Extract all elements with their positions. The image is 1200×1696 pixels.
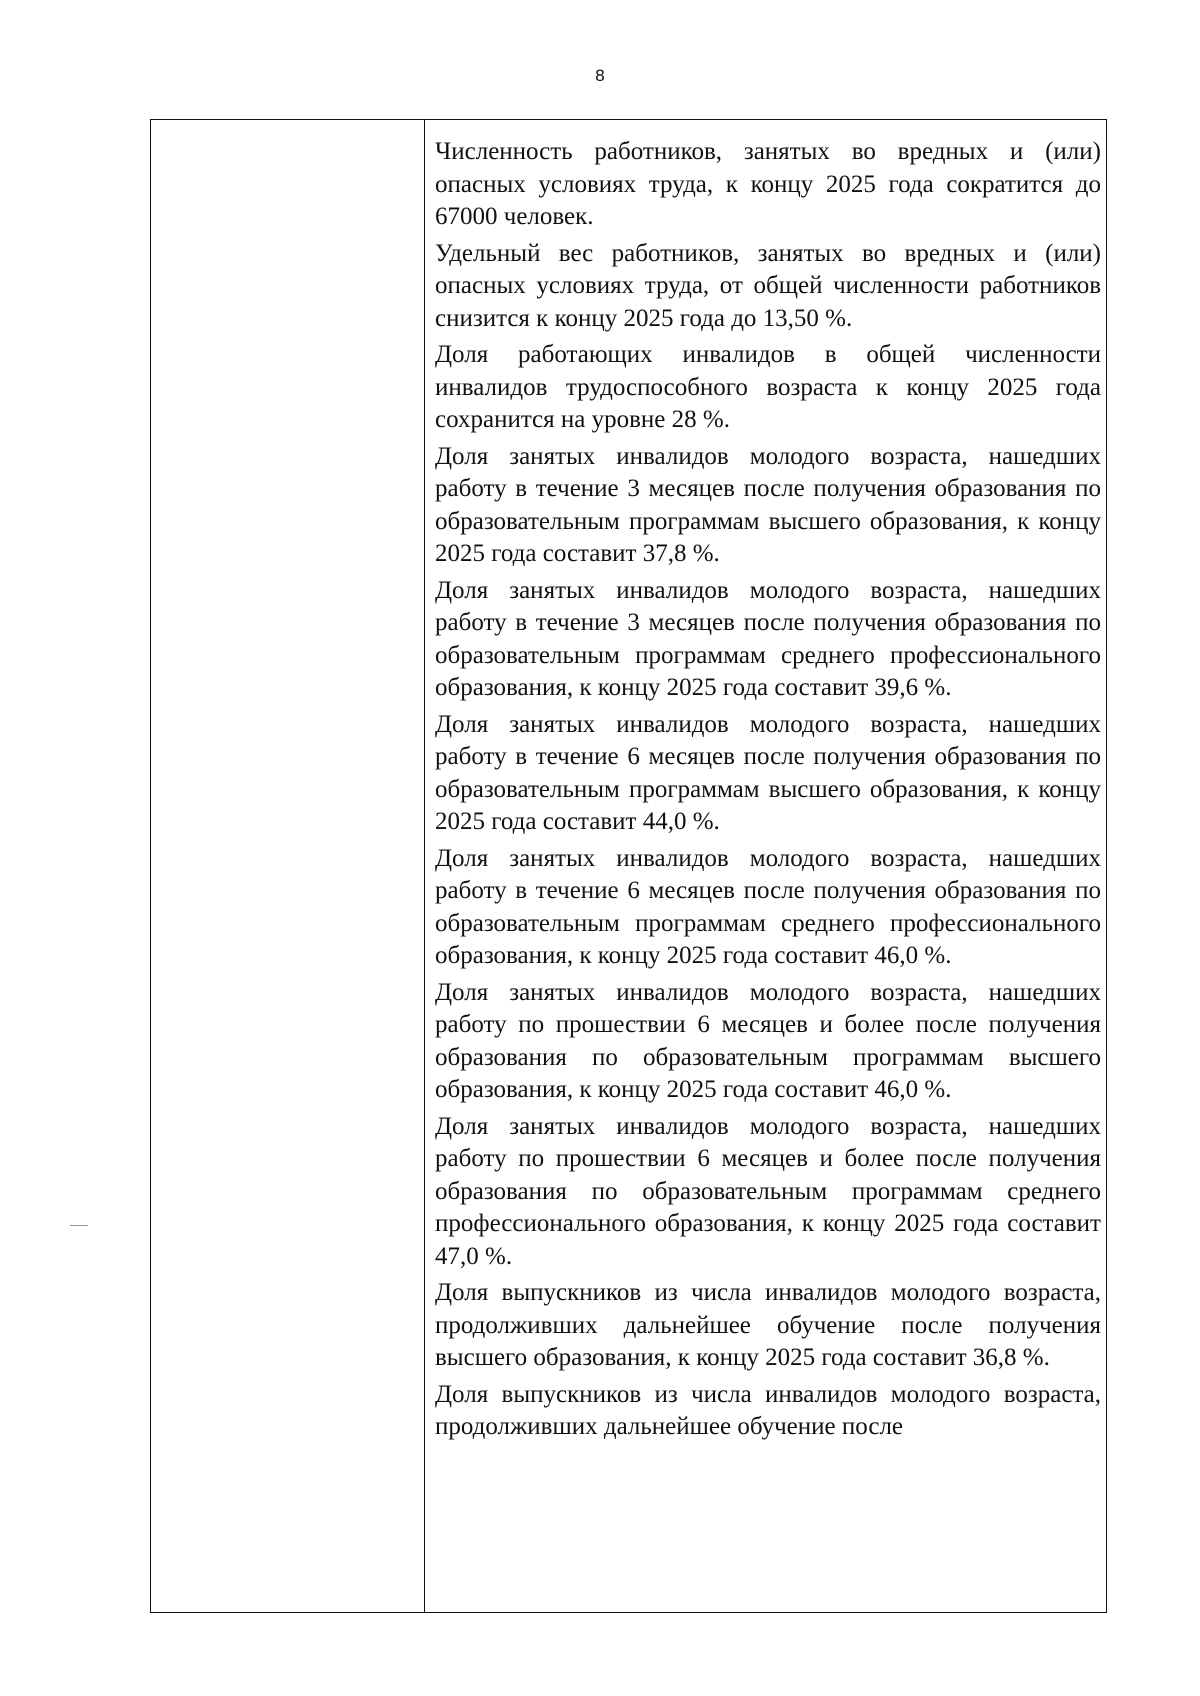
paragraph-employed-3m-vocational: Доля занятых инвалидов молодого возраста, нашедших работу в течение 3 месяцев после получения образования по образовательным программам среднего профессионального образования, к концу 2025 года составит 39,6 %. (435, 576, 1101, 701)
page-number: 8 (595, 66, 605, 85)
paragraph-employed-6m-higher-ed: Доля занятых инвалидов молодого возраста, нашедших работу в течение 6 месяцев после получения образования по образовательным программам высшего образования, к концу 2025 года составит 44,0 %. (435, 710, 1101, 835)
paragraph-employed-3m-higher-ed: Доля занятых инвалидов молодого возраста, нашедших работу в течение 3 месяцев после получения образования по образовательным программам высшего образования, к концу 2025 года составит 37,8 %. (435, 442, 1101, 567)
paragraph-employed-over-6m-higher-ed: Доля занятых инвалидов молодого возраста, нашедших работу по прошествии 6 месяцев и более после получения образования по образовательным программам высшего образования, к концу 2025 года составит 46,0 %. (435, 978, 1101, 1103)
paragraph-employed-over-6m-vocational: Доля занятых инвалидов молодого возраста, нашедших работу по прошествии 6 месяцев и более после получения образования по образовательным программам среднего профессионального образования, к концу 2025 года составит 47,0 %. (435, 1112, 1101, 1270)
paragraph-hazardous-workers-share: Удельный вес работников, занятых во вредных и (или) опасных условиях труда, от общей численности работников снизится к концу 2025 года до 13,50 %. (435, 239, 1101, 332)
paragraph-graduates-further-study-continued: Доля выпускников из числа инвалидов молодого возраста, продолживших дальнейшее обучение после (435, 1380, 1101, 1440)
paragraph-hazardous-workers-count: Численность работников, занятых во вредных и (или) опасных условиях труда, к концу 2025 года сократится до 67000 человек. (435, 138, 1101, 230)
paragraph-employed-6m-vocational: Доля занятых инвалидов молодого возраста, нашедших работу в течение 6 месяцев после получения образования по образовательным программам среднего профессионального образования, к концу 2025 года составит 46,0 %. (435, 844, 1101, 969)
table-right-cell (425, 120, 1106, 1612)
paragraph-working-disabled-share: Доля работающих инвалидов в общей численности инвалидов трудоспособного возраста к концу 2025 года сохранится на уровне 28 %. (435, 341, 1101, 433)
paragraph-graduates-further-study-higher-ed: Доля выпускников из числа инвалидов молодого возраста, продолживших дальнейшее обучение после получения высшего образования, к концу 2025 года составит 36,8 %. (435, 1279, 1101, 1371)
margin-mark (70, 1225, 88, 1226)
indicators-table (150, 119, 1107, 1613)
table-left-cell (151, 120, 425, 1612)
